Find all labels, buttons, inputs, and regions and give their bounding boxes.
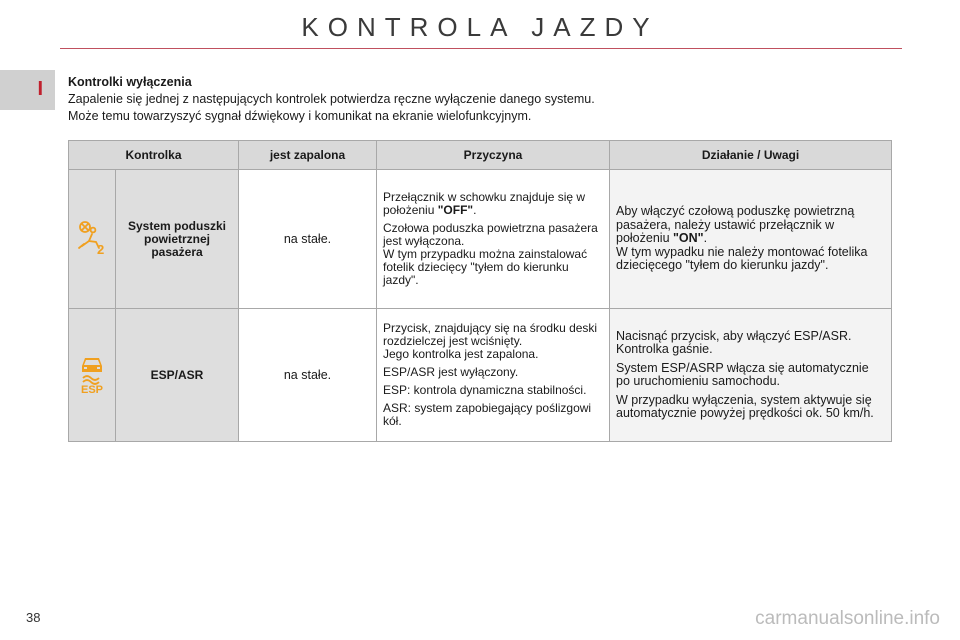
light-state: na stałe. xyxy=(239,309,377,442)
cause-cell xyxy=(377,170,610,309)
cause-cell xyxy=(377,309,610,442)
header-action: Działanie / Uwagi xyxy=(610,141,892,170)
cause-off-value: "OFF" xyxy=(437,203,474,217)
intro-section xyxy=(68,74,908,125)
cause-text-3: W tym przypadku można zainstalować fotelik dziecięcy "tyłem do kierunku jazdy". xyxy=(383,247,588,287)
action-1a: Aby włączyć czołową poduszkę powietrzną pasażera, należy ustawić przełącznik w położeniu xyxy=(616,204,855,246)
table-header-row xyxy=(69,141,892,170)
watermark: carmanualsonline.info xyxy=(755,608,940,629)
header-state: jest zapalona xyxy=(239,141,377,170)
svg-text:2: 2 xyxy=(97,241,105,256)
cause-text-3: ESP/ASR jest wyłączony. xyxy=(383,365,519,379)
warning-lights-table xyxy=(68,140,892,442)
cause-text-4: ESP: kontrola dynamiczna stabilności. xyxy=(383,383,587,397)
intro-line-2: Może temu towarzyszyć sygnał dźwiękowy i komunikat na ekranie wielofunkcyjnym. xyxy=(68,109,532,123)
chapter-tab xyxy=(0,70,55,110)
title-divider xyxy=(60,48,902,49)
header-kontrolka: Kontrolka xyxy=(69,141,239,170)
header-cause: Przyczyna xyxy=(377,141,610,170)
cause-1a: Przełącznik w schowku znajduje się w położeniu xyxy=(383,190,586,217)
action-text-1 xyxy=(616,205,885,246)
page-title: KONTROLA JAZDY xyxy=(301,12,659,42)
cause-1c: . xyxy=(473,203,477,217)
intro-line-1: Zapalenie się jednej z następujących kontrolek potwierdza ręczne wyłączenie danego systemu. xyxy=(68,92,595,106)
table-row xyxy=(69,170,892,309)
cause-text-2: Jego kontrolka jest zapalona. xyxy=(383,347,539,361)
action-text-2: System ESP/ASRP włącza się automatycznie po uruchomieniu samochodu. xyxy=(616,360,869,388)
light-name: ESP/ASR xyxy=(116,309,239,442)
action-cell xyxy=(610,170,892,309)
esp-off-icon xyxy=(76,354,108,394)
page-number: 38 xyxy=(26,610,41,625)
action-on-value: "ON" xyxy=(673,231,704,246)
action-cell xyxy=(610,309,892,442)
action-text-1: Nacisnąć przycisk, aby włączyć ESP/ASR. Kontrolka gaśnie. xyxy=(616,328,852,356)
passenger-airbag-off-icon xyxy=(76,220,108,256)
cause-text-1: Przycisk, znajdujący się na środku deski rozdzielczej jest wciśnięty. xyxy=(383,321,598,348)
light-state: na stałe. xyxy=(239,170,377,309)
action-text-2: W tym wypadku nie należy montować fotelika dziecięcego "tyłem do kierunku jazdy". xyxy=(616,244,868,273)
action-1c: . xyxy=(703,231,708,246)
action-text-3: W przypadku wyłączenia, system aktywuje się automatycznie powyżej prędkości ok. 50 km/h. xyxy=(616,392,874,420)
cause-text-1 xyxy=(383,191,603,217)
chapter-letter: I xyxy=(37,78,43,100)
icon-cell xyxy=(69,170,116,309)
table-row xyxy=(69,309,892,442)
cause-text-2: Czołowa poduszka powietrzna pasażera jest wyłączona. xyxy=(383,221,598,248)
icon-cell xyxy=(69,309,116,442)
esp-icon-label: ESP xyxy=(80,383,104,394)
section-heading: Kontrolki wyłączenia xyxy=(68,75,192,89)
light-name: System poduszki powietrznej pasażera xyxy=(116,170,239,309)
cause-text-5: ASR: system zapobiegający poślizgowi kół. xyxy=(383,401,592,428)
